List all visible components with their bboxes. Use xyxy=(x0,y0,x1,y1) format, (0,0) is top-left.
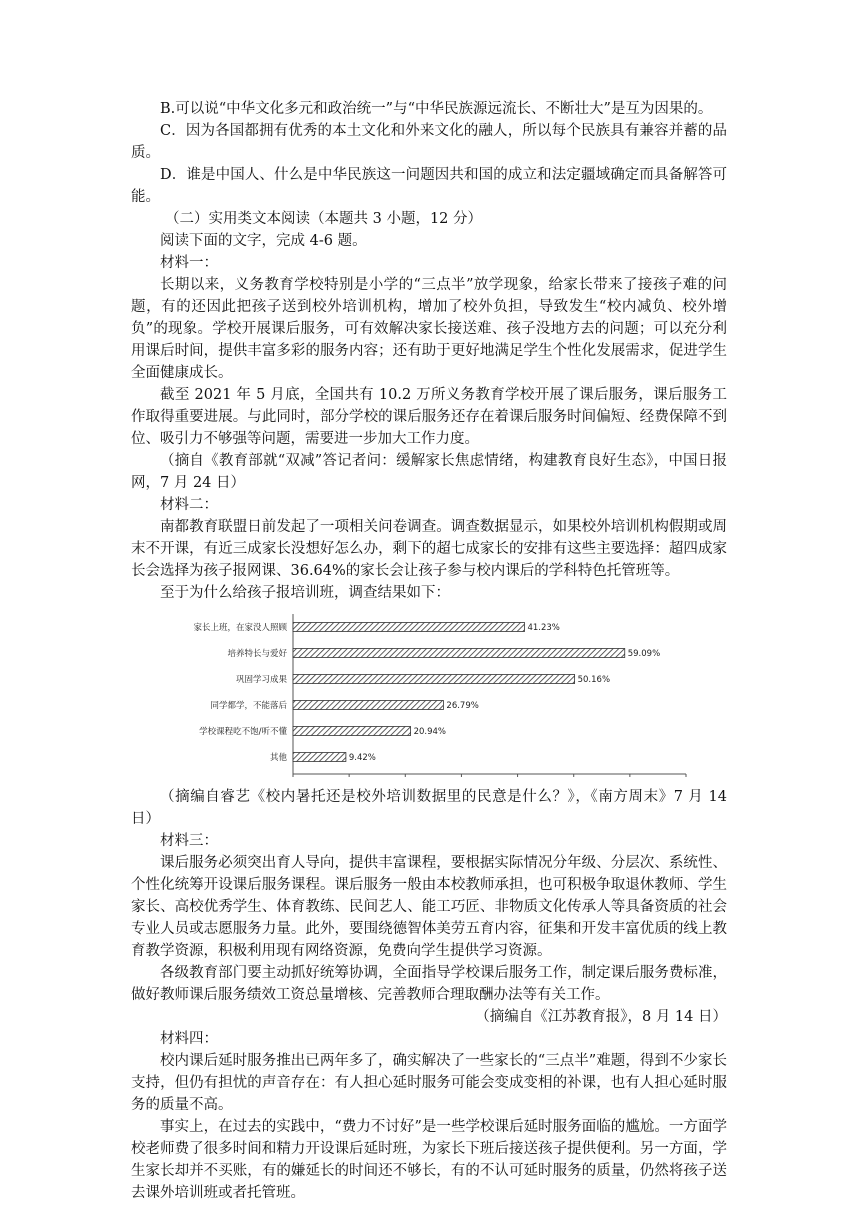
bar xyxy=(293,727,411,736)
bar xyxy=(293,675,575,684)
category-label: 同学都学，不能落后 xyxy=(210,701,287,711)
category-label: 巩固学习成果 xyxy=(235,675,287,685)
bar xyxy=(293,701,443,710)
category-label: 学校课程吃不饱/听不懂 xyxy=(199,727,287,737)
material-2-source: （摘编自睿艺《校内暑托还是校外培训数据里的民意是什么？》，《南方周末》7 月 14 日） xyxy=(131,789,727,827)
option-b: B.可以说“中华文化多元和政治统一”与“中华民族源远流长、不断壮大”是互为因果的。 xyxy=(160,101,713,117)
material-4-paragraph: 事实上，在过去的实践中，“费力不讨好”是一些学校课后延时服务面临的尴尬。一方面学校老师费了很多时间和精力开设课后延时班，为家长下班后接送孩子提供便利。另一方面，学生家长却并不买账，有的嫌延长的时间还不够长，有的不认可延时服务的质量，仍然将孩子送去课外培训班或者托管班。 xyxy=(131,1119,727,1201)
material-3-title: 材料三： xyxy=(160,833,218,849)
material-2-paragraph: 南都教育联盟日前发起了一项相关问卷调查。调查数据显示，如果校外培训机构假期或周末不开课，有近三成家长没想好怎么办，剩下的超七成家长的安排有这些主要选择：超四成家长会选择为孩子报网课、36.64%的家长会让孩子参与校内课后的学科特色托管班等。 xyxy=(131,519,727,579)
material-3-paragraph: 课后服务必须突出育人导向，提供丰富课程，要根据实际情况分年级、分层次、系统性、个性化统筹开设课后服务课程。课后服务一般由本校教师承担，也可积极争取退休教师、学生家长、高校优秀学生、体育教练、民间艺人、能工巧匠、非物质文化传承人等具备资质的社会专业人员或志愿服务力量。此外，要围绕德智体美劳五育内容，征集和开发丰富优质的线上教育教学资源，积极利用现有网络资源，免费向学生提供学习资源。 xyxy=(131,855,727,959)
bar-value-label: 59.09% xyxy=(627,649,661,659)
bar-value-label: 9.42% xyxy=(348,753,376,763)
material-2-chart-intro: 至于为什么给孩子报培训班，调查结果如下： xyxy=(160,585,450,601)
section-instruction: 阅读下面的文字，完成 4-6 题。 xyxy=(160,233,367,249)
survey-bar-chart xyxy=(161,608,721,780)
bar-value-label: 50.16% xyxy=(577,675,611,685)
document-body xyxy=(131,98,727,1204)
material-4-paragraph: 校内课后延时服务推出已两年多了，确实解决了一些家长的“三点半”难题，得到不少家长支持，但仍有担忧的声音存在：有人担心延时服务可能会变成变相的补课，也有人担心延时服务的质量不高。 xyxy=(131,1053,727,1113)
bar xyxy=(293,649,625,658)
section-heading: （二）实用类文本阅读（本题共 3 小题，12 分） xyxy=(165,211,483,227)
category-label: 家长上班，在家没人照顾 xyxy=(193,623,287,633)
bar-value-label: 26.79% xyxy=(446,701,479,711)
material-1-paragraph: 长期以来，义务教育学校特别是小学的“三点半”放学现象，给家长带来了接孩子难的问题，有的还因此把孩子送到校外培训机构，增加了校外负担，导致发生“校内减负、校外增负”的现象。学校开展课后服务，可有效解决家长接送难、孩子没地方去的问题；可以充分利用课后时间，提供丰富多彩的服务内容；还有助于更好地满足学生个性化发展需求，促进学生全面健康成长。 xyxy=(131,277,727,381)
material-1-paragraph: 截至 2021 年 5 月底，全国共有 10.2 万所义务教育学校开展了课后服务，课后服务工作取得重要进展。与此同时，部分学校的课后服务还存在着课后服务时间偏短、经费保障不到位、吸引力不够强等问题，需要进一步加大工作力度。 xyxy=(131,387,727,447)
option-d: D．谁是中国人、什么是中华民族这一问题因共和国的成立和法定疆域确定而具备解答可能。 xyxy=(131,167,727,205)
material-2-title: 材料二： xyxy=(160,497,218,513)
material-3-paragraph: 各级教育部门要主动抓好统筹协调，全面指导学校课后服务工作，制定课后服务费标准，做好教师课后服务绩效工资总量增核、完善教师合理取酬办法等有关工作。 xyxy=(131,965,727,1003)
material-3-source: （摘编自《江苏教育报》，8 月 14 日） xyxy=(475,1009,727,1025)
bar-value-label: 41.23% xyxy=(527,623,560,633)
bar-value-label: 20.94% xyxy=(413,727,446,737)
option-c: C．因为各国都拥有优秀的本土文化和外来文化的融人，所以每个民族具有兼容并蓄的品质。 xyxy=(131,123,727,161)
bar xyxy=(293,623,524,632)
material-1-title: 材料一： xyxy=(160,255,218,271)
bar xyxy=(293,753,346,762)
material-4-title: 材料四： xyxy=(160,1031,218,1047)
material-1-source: （摘自《教育部就“双减”答记者问：缓解家长焦虑情绪，构建教育良好生态》，中国日报网，7 月 24 日） xyxy=(131,453,727,491)
category-label: 其他 xyxy=(269,753,287,763)
category-label: 培养特长与爱好 xyxy=(227,649,287,659)
